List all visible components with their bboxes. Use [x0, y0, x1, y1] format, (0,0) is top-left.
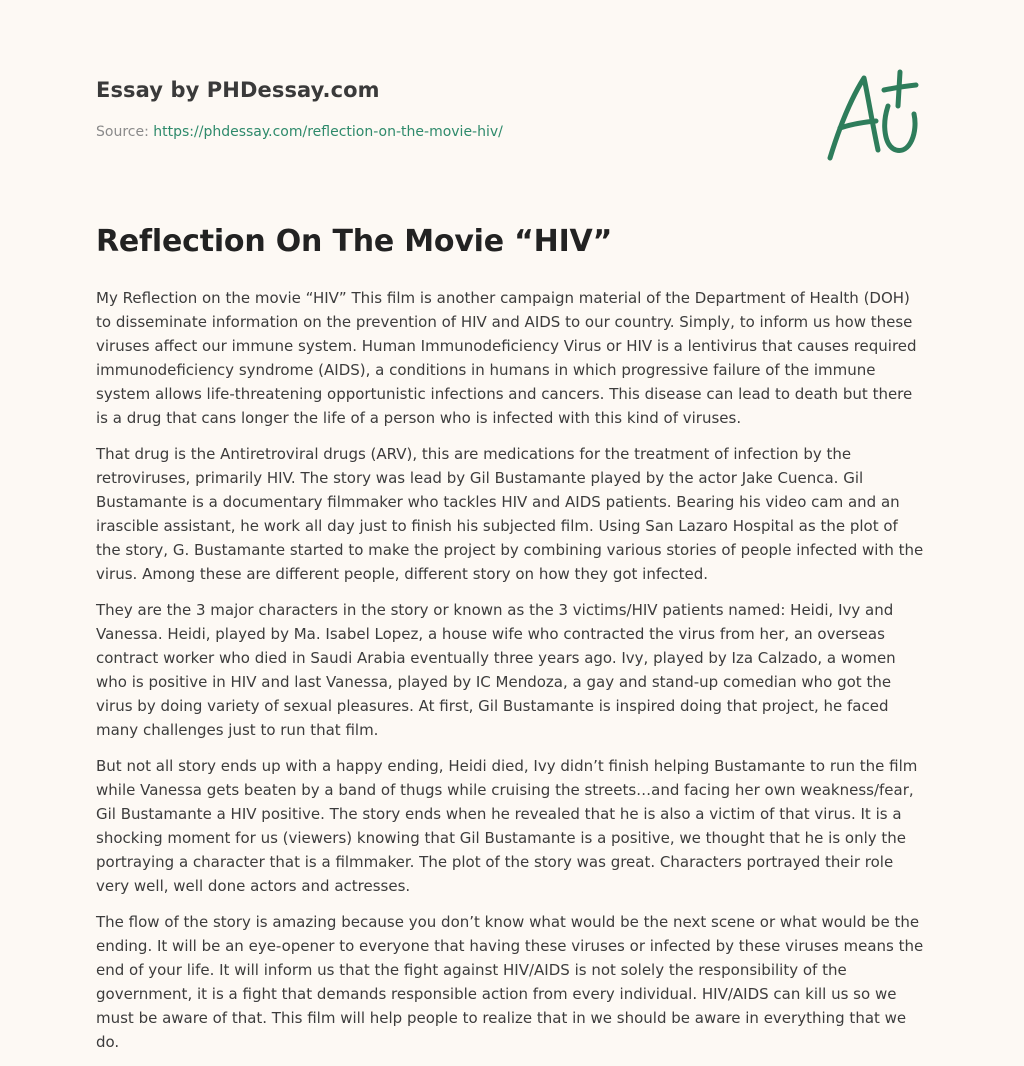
a-plus-logo-icon	[824, 66, 926, 164]
essay-body	[96, 286, 926, 1066]
essay-paragraph: They are the 3 major characters in the story or known as the 3 victims/HIV patients named: Heidi, Ivy and Vanessa. Heidi, played by Ma. Isabel Lopez, a house wife who contracted the virus from her, an overseas contract worker who died in Saudi Arabia eventually three years ago. Ivy, played by Iza Calzado, a women who is positive in HIV and last Vanessa, played by IC Mendoza, a gay and stand-up comedian who got the virus by doing variety of sexual pleasures. At first, Gil Bustamante is inspired doing that project, he faced many challenges just to run that film.	[96, 601, 896, 739]
source-label: Source:	[96, 124, 149, 140]
essay-paragraph: That drug is the Antiretroviral drugs (ARV), this are medications for the treatment of infection by the retroviruses, primarily HIV. The story was lead by Gil Bustamante played by the actor Jake Cuenca. Gil Bustamante is a documentary filmmaker who tackles HIV and AIDS patients. Bearing his video cam and an irascible assistant, he work all day just to finish his subjected film. Using San Lazaro Hospital as the plot of the story, G. Bustamante started to make the project by combining various stories of people infected with the virus. Among these are different people, different story on how they got infected.	[96, 445, 924, 583]
essay-paragraph: My Reflection on the movie “HIV” This film is another campaign material of the Department of Health (DOH) to disseminate information on the prevention of HIV and AIDS to our country. Simply, to inform us how these viruses affect our immune system. Human Immunodeficiency Virus or HIV is a lentivirus that causes required immunodeficiency syndrome (AIDS), a conditions in humans in which progressive failure of the immune system allows life-threatening opportunistic infections and cancers. This disease can lead to death but there is a drug that cans longer the life of a person who is infected with this kind of viruses.	[96, 289, 917, 427]
source-link[interactable]: https://phdessay.com/reflection-on-the-movie-hiv/	[153, 124, 503, 140]
source-line	[96, 124, 503, 140]
essay-paragraph: The flow of the story is amazing because you don’t know what would be the next scene or what would be the ending. It will be an eye-opener to everyone that having these viruses or infected by these viruses means the end of your life. It will inform us that the fight against HIV/AIDS is not solely the responsibility of the government, it is a fight that demands responsible action from every individual. HIV/AIDS can kill us so we must be aware of that. This film will help people to realize that in we should be aware in everything that we do.	[96, 913, 924, 1051]
essay-title: Reflection On The Movie “HIV”	[96, 224, 613, 259]
brand-title: Essay by PHDessay.com	[96, 78, 380, 102]
essay-paragraph: But not all story ends up with a happy ending, Heidi died, Ivy didn’t finish helping Bustamante to run the film while Vanessa gets beaten by a band of thugs while cruising the streets…and facing her own weakness/fear, Gil Bustamante a HIV positive. The story ends when he revealed that he is also a victim of that virus. It is a shocking moment for us (viewers) knowing that Gil Bustamante is a positive, we thought that he is only the portraying a character that is a filmmaker. The plot of the story was great. Characters portrayed their role very well, well done actors and actresses.	[96, 757, 918, 895]
